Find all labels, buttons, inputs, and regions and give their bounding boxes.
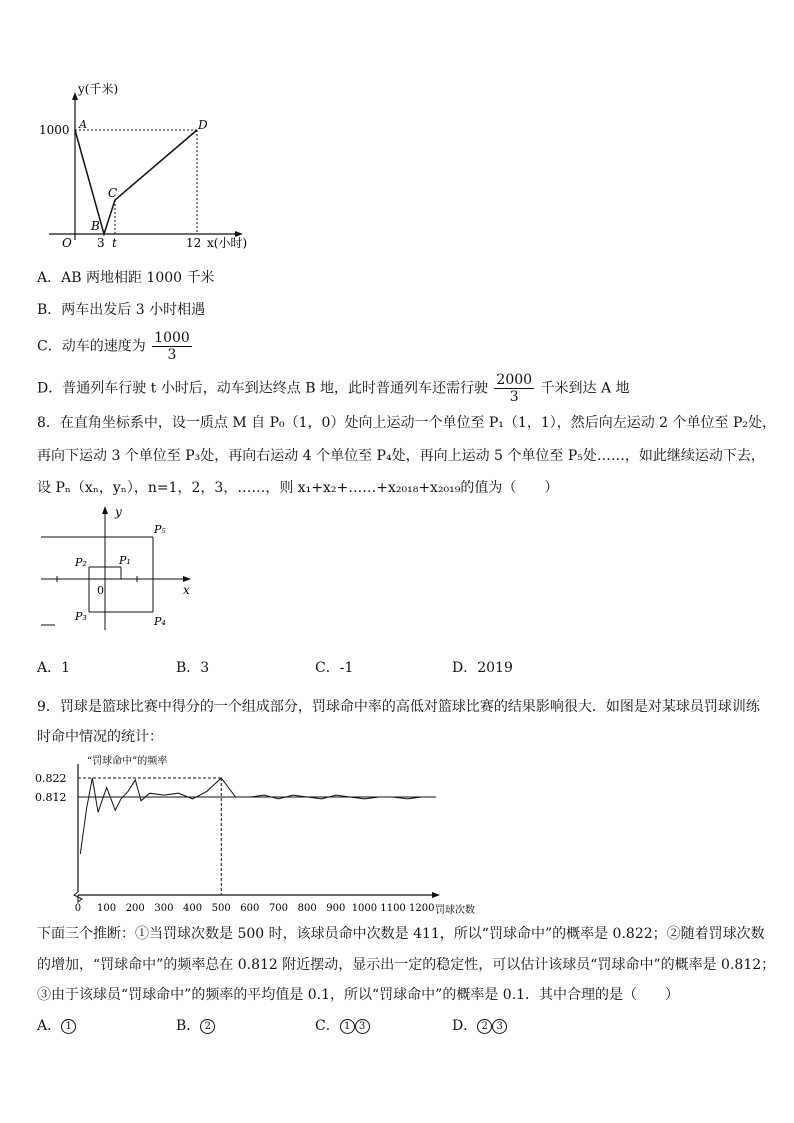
origin-label: 0 xyxy=(97,584,104,597)
y-tick-0812: 0.812 xyxy=(35,791,67,804)
point-A: A xyxy=(79,118,87,131)
y-axis-arrow xyxy=(102,506,108,514)
x-tick-label: 600 xyxy=(240,903,260,914)
point-D: D xyxy=(198,118,208,132)
circled-number: 1 xyxy=(340,1019,355,1034)
x-12-label: 12 xyxy=(186,236,202,250)
fraction-numerator: 1000 xyxy=(154,330,190,346)
q9-option-c xyxy=(315,1016,370,1036)
frequency-line-chart xyxy=(35,752,495,920)
q9-text-line1: 9．罚球是篮球比赛中得分的一个组成部分，罚球命中率的高低对篮球比赛的结果影响很大．如图是对某球员罚球训练 xyxy=(37,699,760,715)
x-tick-label: 900 xyxy=(326,903,346,914)
x-tick-label: 0 xyxy=(74,903,82,914)
x-tick-label: 1200 xyxy=(409,903,435,914)
q8-text-line3: 设 Pₙ（xₙ，yₙ），n=1，2，3，……，则 x₁+x₂+……+x₂₀₁₈+x₂₀₁₉的值为（ ） xyxy=(37,480,559,496)
x-tick-label: 200 xyxy=(125,903,145,914)
option-letter: B． xyxy=(176,1018,201,1034)
circled-number: 1 xyxy=(61,1019,76,1034)
x-tick-labels xyxy=(75,903,435,914)
p3-label: P₃ xyxy=(75,610,87,623)
origin-label: O xyxy=(62,236,72,250)
x-axis-arrow xyxy=(432,892,440,898)
chart-title: “罚球命中”的频率 xyxy=(87,756,168,767)
circled-number: 3 xyxy=(355,1019,370,1034)
q9-option-d xyxy=(452,1016,507,1036)
x-label: x xyxy=(183,583,190,597)
x-tick-label: 700 xyxy=(268,903,289,914)
spiral-figure xyxy=(35,500,200,640)
q7-option-a: A．AB 两地相距 1000 千米 xyxy=(37,270,215,286)
x-tick-label: 800 xyxy=(297,903,317,914)
x-tick-label: 400 xyxy=(183,903,203,914)
q9-option-b xyxy=(176,1016,215,1036)
q7-option-c xyxy=(37,330,194,363)
p4-label: P₄ xyxy=(154,615,166,628)
circled-number: 2 xyxy=(200,1019,215,1034)
y-axis-label: y(千米) xyxy=(78,82,119,96)
x-tick-label: 100 xyxy=(97,903,117,914)
x-tick-label: 300 xyxy=(154,903,174,914)
q7-d-fraction xyxy=(494,372,534,405)
q9-option-a xyxy=(37,1016,76,1036)
x-axis-label: x(小时) xyxy=(207,236,248,250)
q7-option-d-suffix: 千米到达 A 地 xyxy=(540,380,630,397)
q7-option-c-text: C．动车的速度为 xyxy=(37,338,146,355)
option-letter: D． xyxy=(452,1018,478,1034)
point-C: C xyxy=(108,186,118,200)
q9-inference-line1: 下面三个推断：①当罚球次数是 500 时，该球员命中次数是 411，所以“罚球命中”的概率是 0.822；②随着罚球次数 xyxy=(37,926,765,942)
q8-text-line1: 8．在直角坐标系中，设一质点 M 自 P₀（1，0）处向上运动一个单位至 P₁（1，1），然后向左运动 2 个单位至 P₂处， xyxy=(37,415,777,431)
fraction-numerator: 2000 xyxy=(496,372,533,388)
distance-time-graph xyxy=(35,80,285,255)
q8-option-d: D．2019 xyxy=(452,660,513,676)
point-B: B xyxy=(91,219,100,233)
q7-option-d xyxy=(37,372,630,405)
x-3-label: 3 xyxy=(97,236,105,250)
circled-number: 2 xyxy=(477,1019,492,1034)
x-tick-label: 1000 xyxy=(351,903,378,914)
fraction-denominator: 3 xyxy=(509,389,519,405)
x-t-label: t xyxy=(112,236,117,250)
y-1000-label: 1000 xyxy=(39,123,70,137)
x-axis-label: 罚球次数 xyxy=(435,905,475,916)
q9-inference-line2: 的增加，“罚球命中”的频率总在 0.812 附近摆动，显示出一定的稳定性，可以估计该球员“罚球命中”的概率是 0.812； xyxy=(37,957,776,973)
q7-option-b: B．两车出发后 3 小时相遇 xyxy=(37,302,206,318)
x-axis-arrow xyxy=(183,576,191,582)
y-label: y xyxy=(115,505,122,519)
p5-label: P₅ xyxy=(154,523,166,536)
q9-text-line2: 时命中情况的统计： xyxy=(37,729,163,745)
q8-option-b: B．3 xyxy=(176,660,210,676)
circled-number: 3 xyxy=(492,1019,507,1034)
p1-label: P₁ xyxy=(119,554,131,567)
fraction-denominator: 3 xyxy=(167,347,177,363)
frequency-series-line xyxy=(80,778,436,854)
x-tick-label: 1100 xyxy=(380,903,406,914)
option-letter: C． xyxy=(315,1018,340,1034)
q7-option-d-text: D．普通列车行驶 t 小时后，动车到达终点 B 地，此时普通列车还需行驶 xyxy=(37,380,488,397)
p2-label: P₂ xyxy=(75,556,87,569)
q8-option-a: A．1 xyxy=(37,660,71,676)
q8-text-line2: 再向下运动 3 个单位至 P₃处，再向右运动 4 个单位至 P₄处，再向上运动 5 个单位至 P₅处……，如此继续运动下去， xyxy=(37,448,765,464)
y-tick-0822: 0.822 xyxy=(35,772,67,785)
q9-inference-line3: ③由于该球员“罚球命中”的频率的平均值是 0.1，所以“罚球命中”的概率是 0.1．其中合理的是（ ） xyxy=(37,987,680,1003)
q7-c-fraction xyxy=(152,330,192,363)
axis-break-icon xyxy=(74,892,82,902)
x-tick-label: 500 xyxy=(211,903,231,914)
q8-option-c: C．-1 xyxy=(315,660,354,676)
option-letter: A． xyxy=(37,1018,62,1034)
